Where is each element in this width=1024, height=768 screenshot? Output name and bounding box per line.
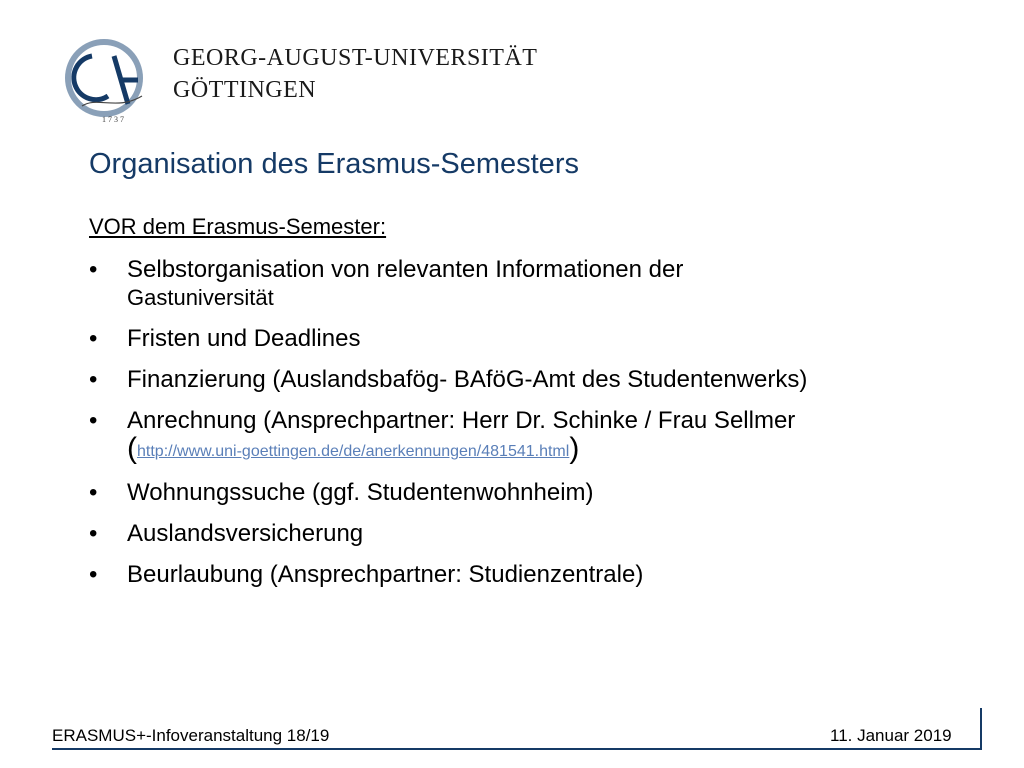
recognition-link[interactable]: http://www.uni-goettingen.de/de/anerkennungen/481541.html [137, 443, 570, 460]
list-item [89, 407, 969, 466]
bullet-text-line1: Anrechnung (Ansprechpartner: Herr Dr. Schinke / Frau Sellmer [127, 407, 796, 434]
university-name [173, 42, 537, 106]
footer-divider [52, 748, 982, 750]
list-item [89, 366, 969, 394]
list-item [89, 520, 969, 548]
bullet-text-line1: Selbstorganisation von relevanten Informationen der [127, 256, 684, 283]
footer-date: 11. Januar 2019 [830, 726, 952, 745]
university-name-line1: GEORG-AUGUST-UNIVERSITÄT [173, 45, 538, 71]
university-name-line2: GÖTTINGEN [173, 77, 317, 103]
paren-open: ( [127, 432, 137, 465]
list-item [89, 479, 969, 507]
bullet-icon: • [89, 256, 98, 283]
bullet-text: Auslandsversicherung [127, 520, 364, 547]
list-item [89, 325, 969, 353]
bullet-icon: • [89, 407, 98, 434]
bullet-text: Fristen und Deadlines [127, 325, 361, 352]
bullet-icon: • [89, 366, 98, 393]
footer-event-name: ERASMUS+-Infoveranstaltung 18/19 [52, 726, 330, 745]
bullet-icon: • [89, 561, 98, 588]
bullet-icon: • [89, 325, 98, 352]
bullet-text: Wohnungssuche (ggf. Studentenwohnheim) [127, 479, 594, 506]
svg-text:1 7 3 7: 1 7 3 7 [102, 115, 124, 124]
bullet-text: Finanzierung (Auslandsbafög- BAföG-Amt des Studentenwerks) [127, 366, 808, 393]
bullet-icon: • [89, 520, 98, 547]
bullet-list [89, 256, 969, 602]
footer-corner-bar [980, 708, 982, 750]
list-item [89, 256, 969, 312]
bullet-text-line2: Gastuniversität [127, 285, 274, 310]
bullet-text: Beurlaubung (Ansprechpartner: Studienzentrale) [127, 561, 644, 588]
section-subheading: VOR dem Erasmus-Semester: [89, 214, 387, 239]
list-item [89, 561, 969, 589]
bullet-icon: • [89, 479, 98, 506]
slide-title: Organisation des Erasmus-Semesters [89, 148, 579, 180]
paren-close: ) [569, 432, 580, 465]
university-logo [62, 36, 158, 126]
